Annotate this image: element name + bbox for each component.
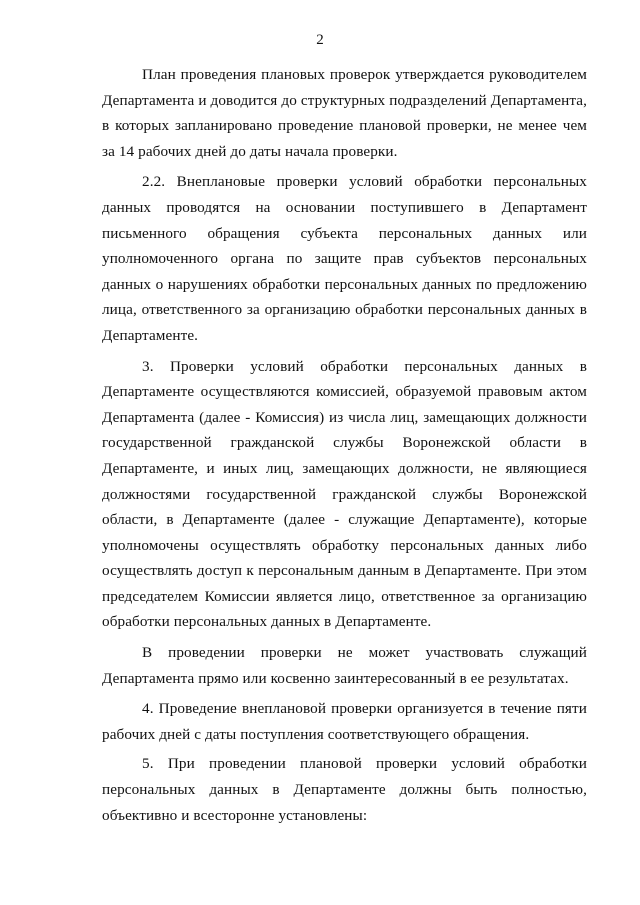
- paragraph-scheduled-check-scope: 5. При проведении плановой проверки условий обработки персональных данных в Департаменте должны быть полностью, объективно и всесторонне установлены:: [102, 755, 587, 824]
- paragraph-plan-approval: План проведения плановых проверок утверждается руководителем Департамента и доводится до структурных подразделений Департамента, в которых запланировано проведение плановой проверки, не менее чем за 14 рабочих дней до даты начала проверки.: [102, 66, 587, 160]
- paragraph-commission: 3. Проверки условий обработки персональных данных в Департаменте осуществляются комиссией, образуемой правовым актом Департамента (далее - Комиссия) из числа лиц, замещающих должности государственной гражданской службы Воронежской области в Департаменте, и иных лиц, замещающих должности, не являющиеся должностями государственной гражданской службы Воронежской области, в Департаменте (далее - служащие Департаменте), которые уполномочены осуществлять обработку персональных данных либо осуществлять доступ к персональным данным в Департаменте. При этом председателем Комиссии является лицо, ответственное за организацию обработки персональных данных в Департаменте.: [102, 357, 587, 631]
- document-body: [102, 62, 587, 833]
- paragraph-unscheduled-timing: 4. Проведение внеплановой проверки организуется в течение пяти рабочих дней с даты поступления соответствующего обращения.: [102, 700, 587, 743]
- paragraph-unscheduled-checks: 2.2. Внеплановые проверки условий обработки персональных данных проводятся на основании поступившего в Департамент письменного обращения субъекта персональных данных или уполномоченного органа по защите прав субъектов персональных данных о нарушениях обработки персональных данных по предложению лица, ответственного за организацию обработки персональных данных в Департаменте.: [102, 173, 587, 344]
- paragraph-conflict-of-interest: В проведении проверки не может участвовать служащий Департамента прямо или косвенно заинтересованный в ее результатах.: [102, 644, 587, 687]
- page-number: 2: [316, 32, 324, 48]
